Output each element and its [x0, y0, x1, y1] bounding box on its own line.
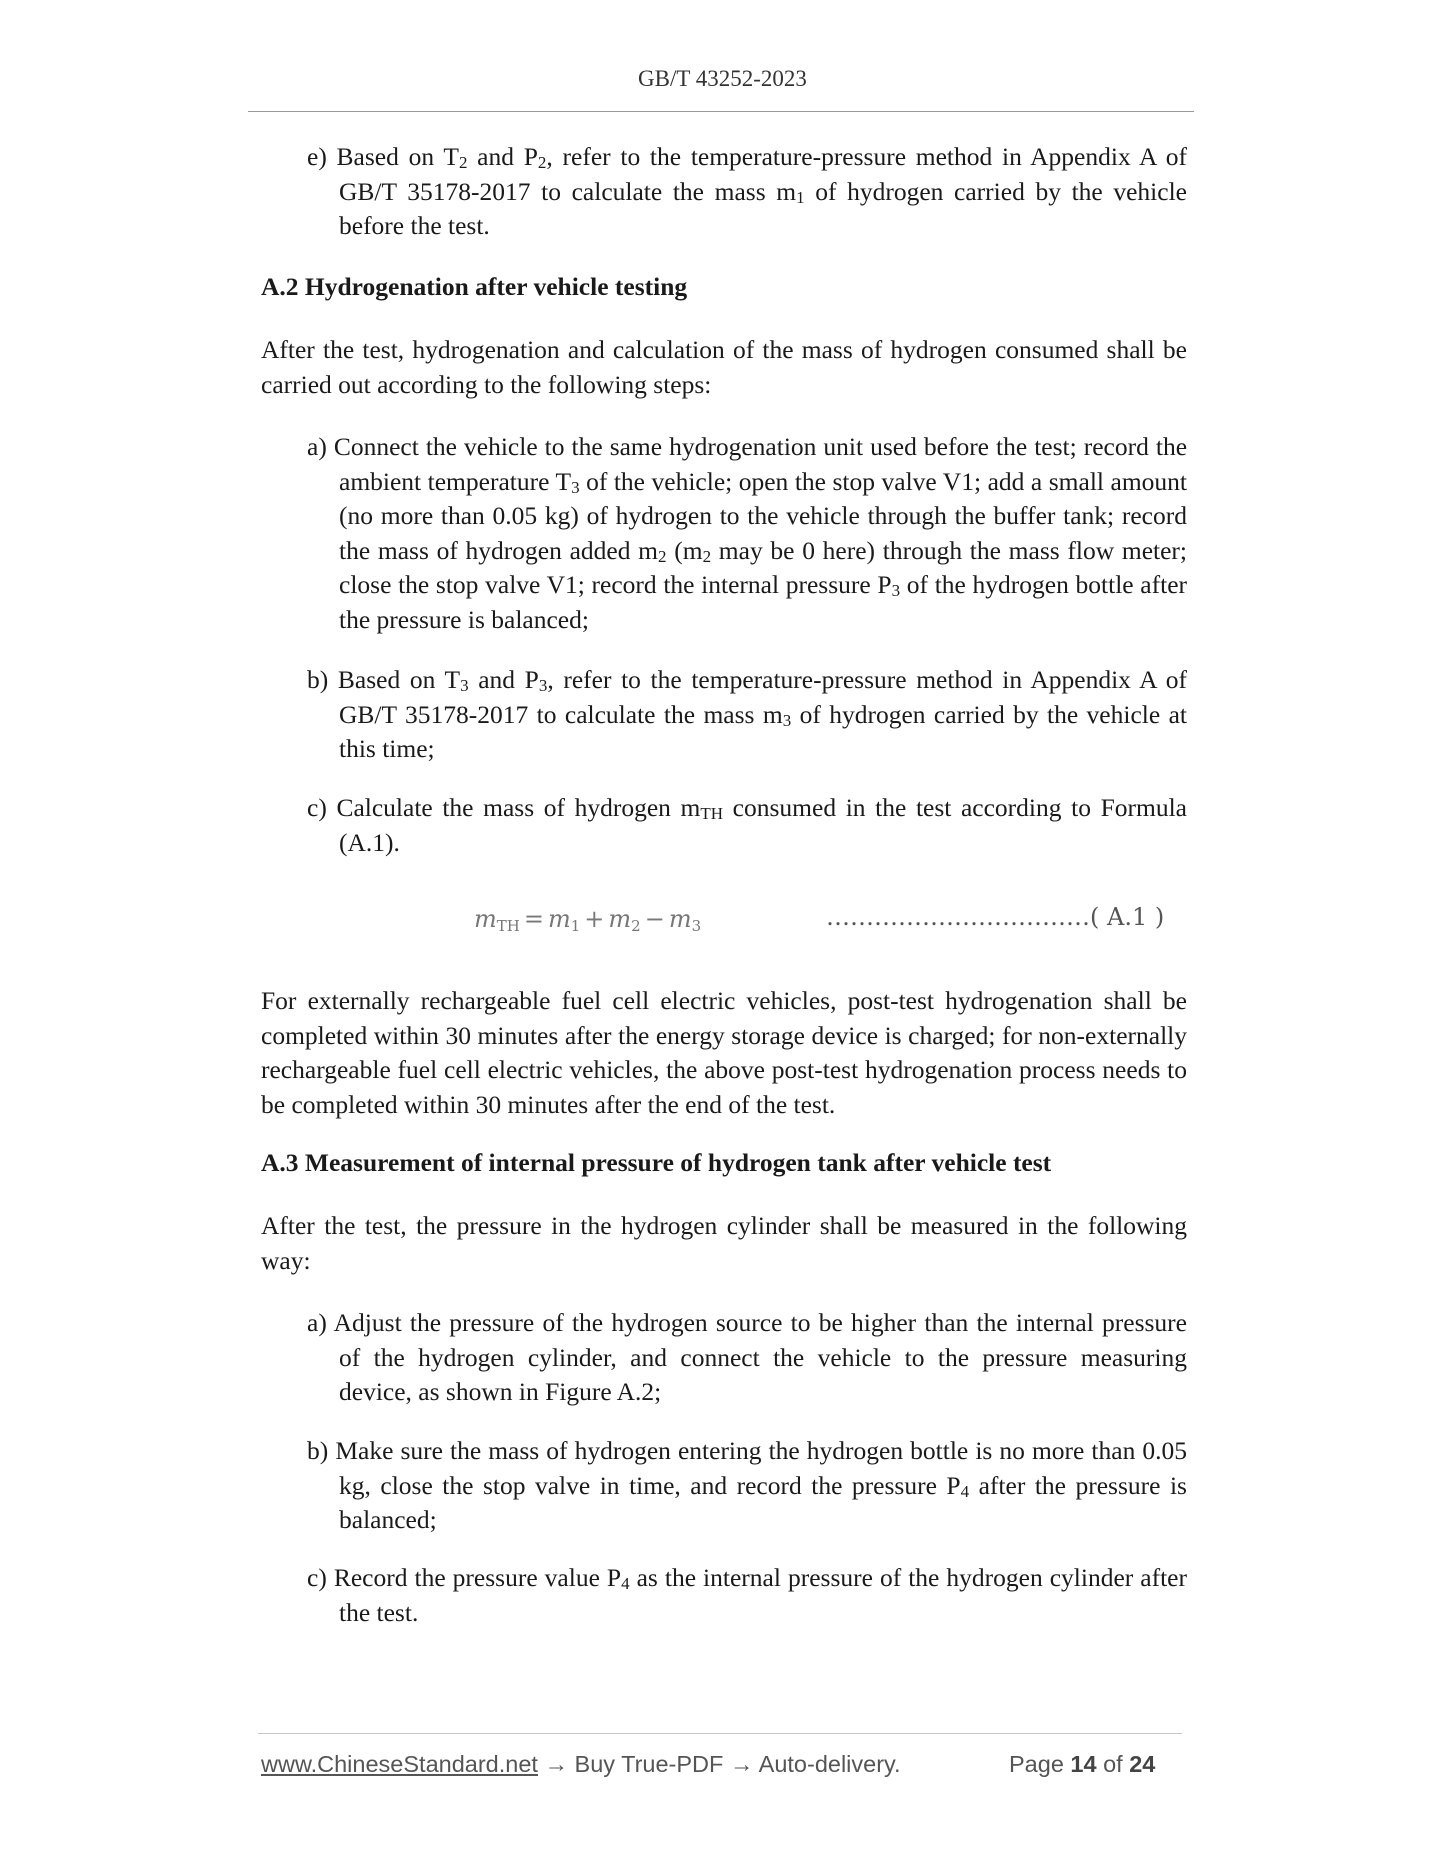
a2-intro: After the test, hydrogenation and calculation of the mass of hydrogen consumed shall be carried out according to the following steps: — [261, 335, 1187, 399]
a2-item-a: a) Connect the vehicle to the same hydrogenation unit used before the test; record the ambient temperature $T_3$ of the vehicle; open the stop valve V1; add a small amount (no more than 0.05 kg) of hydrogen to the vehicle through the buffer tank; record the mass of hydrogen added $m_2$ ($m_2$ may be 0 here) through the mass flow meter; close the stop valve V1; record the internal pressure $P_3$ of the hydrogen bottle after the pressure is balanced; — [307, 432, 1188, 634]
total-pages: 24 — [1129, 1751, 1156, 1777]
a2-closing: For externally rechargeable fuel cell electric vehicles, post-test hydrogenation shall be completed within 30 minutes after the energy storage device is charged; for non-externally rechargeable fuel cell electric vehicles, the above post-test hydrogenation process needs to be completed within 30 minutes after the end of the test. — [261, 986, 1187, 1119]
arrow-icon: → — [729, 1751, 754, 1777]
current-page: 14 — [1070, 1751, 1097, 1777]
item-label: b) — [307, 1436, 329, 1465]
item-label: b) — [307, 665, 329, 694]
a3-item-b: b) Make sure the mass of hydrogen entering the hydrogen bottle is no more than 0.05 kg, close the stop valve in time, and record the pressure $P_4$ after the pressure is balanced; — [307, 1436, 1188, 1535]
item-label: c) — [307, 1563, 327, 1592]
item-label: e) — [307, 142, 327, 171]
auto-delivery-text: Auto-delivery. — [758, 1751, 901, 1777]
formula-a1: $m_{TH} = m_1 + m_2 - m_3$ — [474, 905, 702, 935]
document-header: GB/T 43252-2023 — [638, 66, 807, 91]
a1-item-e: e) Based on $T_2$ and $P_2$, refer to the temperature-pressure method in Appendix A of GB/T 35178-2017 to calculate the mass $m_1$ of hydrogen carried by the vehicle before the test. — [307, 142, 1188, 241]
a3-item-c: c) Record the pressure value $P_4$ as the internal pressure of the hydrogen cylinder after the test. — [307, 1563, 1187, 1627]
page-indicator: Page 14 of 24 — [1009, 1751, 1156, 1777]
item-label: a) — [307, 432, 327, 461]
a2-item-c: c) Calculate the mass of hydrogen $m_{TH}$ consumed in the test according to Formula (A.1). — [307, 793, 1187, 857]
arrow-icon: → — [544, 1751, 568, 1777]
item-label: a) — [307, 1308, 327, 1337]
item-label: c) — [307, 793, 327, 822]
buy-true-pdf-text: Buy True-PDF — [574, 1751, 724, 1777]
a3-intro: After the test, the pressure in the hydrogen cylinder shall be measured in the following way: — [261, 1211, 1187, 1275]
a2-item-b: b) Based on $T_3$ and $P_3$, refer to the temperature-pressure method in Appendix A of GB/T 35178-2017 to calculate the mass $m_3$ of hydrogen carried by the vehicle at this time; — [307, 665, 1188, 764]
formula-number: ……………………………( A.1 ) — [826, 903, 1165, 931]
footer-divider — [258, 1733, 1182, 1734]
a3-item-a: a) Adjust the pressure of the hydrogen source to be higher than the internal pressure of the hydrogen cylinder, and connect the vehicle to the pressure measuring device, as shown in Figure A.2; — [307, 1308, 1187, 1407]
chinesestandard-link[interactable]: www.ChineseStandard.net — [261, 1751, 538, 1777]
footer-banner — [261, 1751, 901, 1778]
header-divider — [248, 111, 1194, 112]
section-heading-a2: A.2 Hydrogenation after vehicle testing — [261, 272, 688, 301]
section-heading-a3: A.3 Measurement of internal pressure of hydrogen tank after vehicle test — [261, 1148, 1052, 1177]
